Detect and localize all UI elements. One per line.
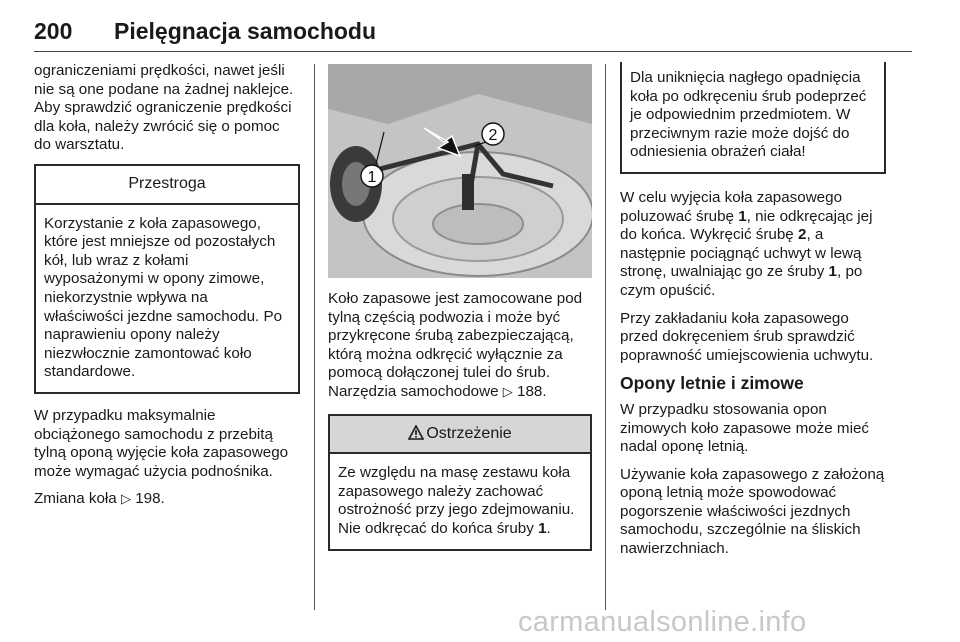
bolt-1-ref: 1 <box>738 207 747 225</box>
warning-header <box>330 416 590 455</box>
spare-wheel-paragraph <box>328 290 592 402</box>
column-3 <box>620 62 886 568</box>
removal-text-1: W celu wyjęcia koła zapasowego poluzować śrubę <box>620 188 843 225</box>
installation-paragraph: Przy zakładaniu koła zapasowego przed dokręceniem śrub sprawdzić poprawność umiejscowienia uchwytu. <box>620 309 874 364</box>
caution-body: Korzystanie z koła zapasowego, które jest mniejsze od pozostałych kół, lub wraz z kołami wyposażonymi w opony zimowe, niekorzystnie wpływa na właściwości jezdne samochodu. Po naprawieniu opony należy niezwłocznie zamontować koło standardowe. <box>44 214 283 381</box>
warning-bolt-number: 1 <box>538 519 547 537</box>
continued-warning-box <box>620 62 886 174</box>
removal-text-4: , po czym opuścić. <box>620 263 863 299</box>
watermark: carmanualsonline.info <box>518 606 807 638</box>
removal-text-3: , a następnie pociągnąć uchwyt w lewą stronę, uwalniając go ze śruby <box>620 226 862 281</box>
wheel-change-reference <box>34 490 300 509</box>
warning-end: . <box>546 519 551 537</box>
summer-tire-paragraph: Używanie koła zapasowego z założoną oponą letnią może spowodować pogorszenie właściwości jezdnych samochodu, szczególnie na śliskich nawierzchniach. <box>620 465 885 558</box>
section-heading: Opony letnie i zimowe <box>620 373 804 394</box>
removal-text-2: , nie odkręcając jej do końca. Wykręcić śrubę <box>620 207 873 244</box>
column-divider-2 <box>605 64 606 610</box>
spare-wheel-text: Koło zapasowe jest zamocowane pod tylną częścią podwozia i może być przykręcone śrubą zabezpieczającą, którą można odkręcić wyłącznie za pomocą dołączonej tulei do śrub. Narzędzia samochodowe <box>328 290 583 400</box>
callout-2-label: 2 <box>488 127 498 144</box>
page-reference-arrow-icon: ▷ <box>502 383 513 399</box>
spare-wheel-illustration <box>328 64 592 278</box>
reference-page[interactable]: 198. <box>135 490 165 508</box>
column-divider-1 <box>314 64 315 610</box>
page-title: Pielęgnacja samochodu <box>114 18 377 44</box>
intro-paragraph: ograniczeniami prędkości, nawet jeśli nie są one podane na żadnej naklejce. Aby sprawdzić ograniczenie prędkości dla koła, należy zwrócić się o pomoc do warsztatu. <box>34 62 294 154</box>
page-number: 200 <box>34 18 73 44</box>
warning-triangle-icon <box>408 425 424 440</box>
removal-instructions <box>620 189 886 301</box>
page-header <box>34 14 912 48</box>
callout-1-label: 1 <box>367 169 377 186</box>
winter-tires-paragraph: W przypadku stosowania opon zimowych koło zapasowe może mieć nadal oponę letnią. <box>620 400 869 456</box>
bolt-2-ref: 2 <box>797 226 807 244</box>
bolt-1-ref-2: 1 <box>828 263 837 281</box>
warning-body <box>330 454 590 548</box>
warning-title: Ostrzeżenie <box>426 424 512 442</box>
continued-warning-body: Dla uniknięcia nagłego opadnięcia koła po odkręceniu śrub podeprzeć je odpowiednim przedmiotem. W przeciwnym razie może dojść do odniesienia obrażeń ciała! <box>630 69 867 161</box>
page-reference-arrow-icon: ▷ <box>120 491 131 507</box>
column-2 <box>328 64 592 564</box>
header-rule <box>34 51 912 52</box>
warning-box <box>328 414 592 551</box>
column-1 <box>34 62 300 518</box>
warning-text: Ze względu na masę zestawu koła zapasowego należy zachować ostrożność przy jego zdejmowaniu. Nie odkręcać do końca śruby <box>338 464 575 537</box>
caution-box <box>34 164 300 394</box>
caution-title: Przestroga <box>36 166 298 205</box>
reference-text: Zmiana koła <box>34 490 117 508</box>
jack-paragraph: W przypadku maksymalnie obciążonego samochodu z przebitą tylną oponą wyjęcie koła zapasowego może wymagać użycia podnośnika. <box>34 406 289 480</box>
tools-page-reference[interactable]: 188. <box>517 382 547 400</box>
